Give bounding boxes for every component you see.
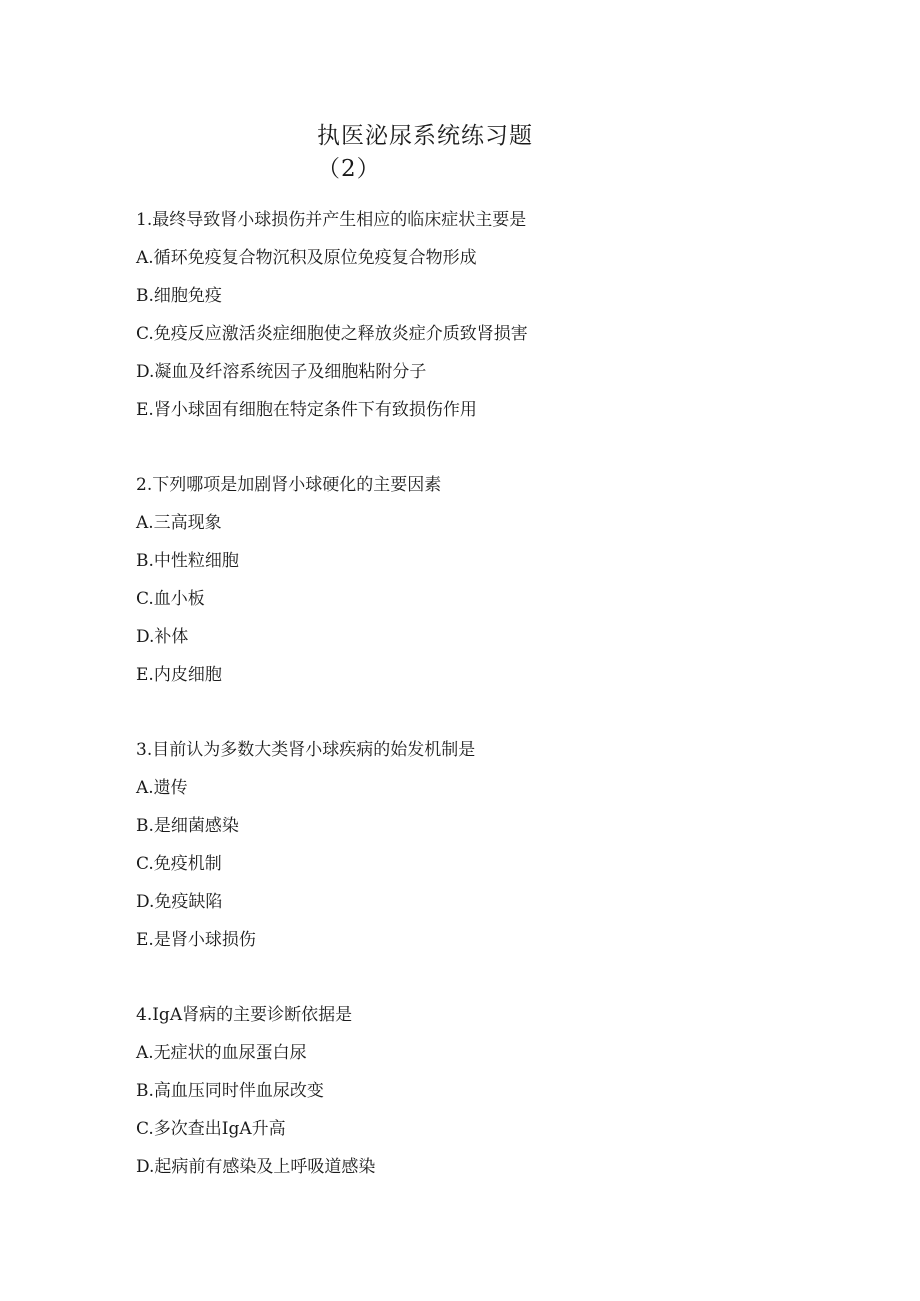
question-stem: 4.IgA肾病的主要诊断依据是: [136, 1005, 353, 1025]
option-c: C.血小板: [136, 589, 205, 609]
question-1: [136, 201, 836, 429]
question-list: [136, 201, 836, 1223]
question-2: [136, 466, 836, 694]
option-a: A.循环免疫复合物沉积及原位免疫复合物形成: [136, 248, 477, 268]
option-b: B.细胞免疫: [136, 286, 222, 306]
option-e: E.内皮细胞: [136, 665, 222, 685]
question-stem: 1.最终导致肾小球损伤并产生相应的临床症状主要是: [136, 210, 527, 230]
option-d: D.免疫缺陷: [136, 892, 223, 912]
option-e: E.肾小球固有细胞在特定条件下有致损伤作用: [136, 400, 477, 420]
option-d: D.凝血及纤溶系统因子及细胞粘附分子: [136, 362, 427, 382]
option-c: C.多次查出IgA升高: [136, 1119, 286, 1139]
document-title: 执医泌尿系统练习题（2）: [317, 123, 533, 182]
option-a: A.无症状的血尿蛋白尿: [136, 1043, 307, 1063]
question-stem: 2.下列哪项是加剧肾小球硬化的主要因素: [136, 475, 442, 495]
option-c: C.免疫机制: [136, 854, 222, 874]
option-b: B.中性粒细胞: [136, 551, 239, 571]
option-d: D.起病前有感染及上呼吸道感染: [136, 1157, 376, 1177]
question-3: [136, 731, 836, 959]
option-e: E.是肾小球损伤: [136, 930, 256, 950]
option-a: A.遗传: [136, 778, 188, 798]
question-4: [136, 996, 836, 1186]
option-b: B.高血压同时伴血尿改变: [136, 1081, 324, 1101]
option-a: A.三高现象: [136, 513, 222, 533]
question-stem: 3.目前认为多数大类肾小球疾病的始发机制是: [136, 740, 476, 760]
option-b: B.是细菌感染: [136, 816, 239, 836]
option-d: D.补体: [136, 627, 189, 647]
option-c: C.免疫反应激活炎症细胞使之释放炎症介质致肾损害: [136, 324, 528, 344]
